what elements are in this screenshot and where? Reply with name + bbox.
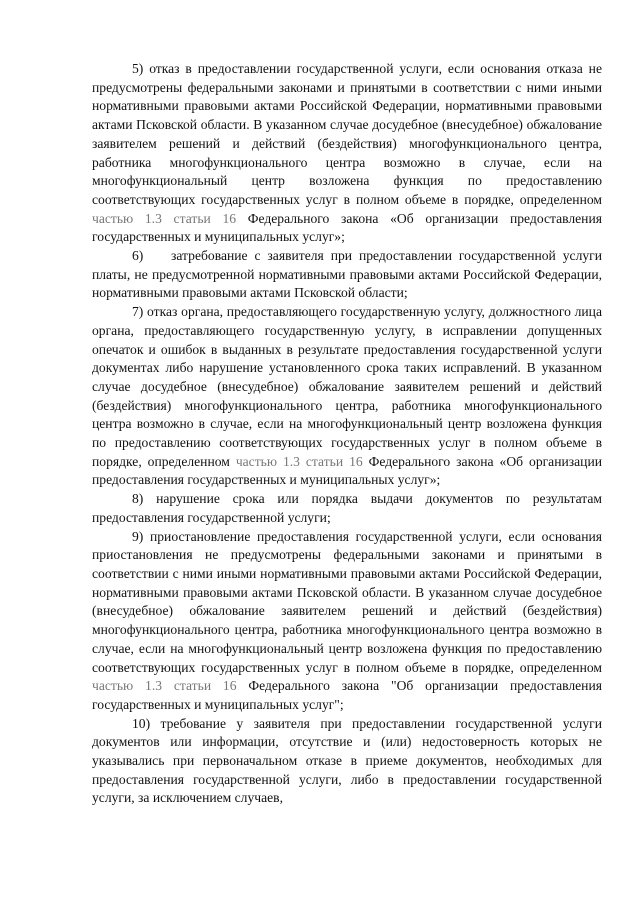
law-reference-link[interactable]: частью 1.3 статьи 16 — [92, 210, 237, 226]
paragraph-6 — [92, 247, 606, 303]
law-reference-link[interactable]: частью 1.3 статьи 16 — [92, 678, 237, 694]
paragraph-5 — [92, 60, 602, 247]
paragraph-text: 9) приостановление предоставления государственной услуги, если основания приостановления не предусмотрены федеральными законами и принятыми в соответствии с ними иными нормативными правовыми актами Российской Федерации, нормативными правовыми актами Псковской области. В указанном случае досудебное (внесудебное) обжалование заявителем решений и действий (бездействия) многофункционального центра, работника многофункционального центра возможно в случае, если на многофункциональный центр возложена функция по предоставлению соответствующих государственных услуг в полном объеме в порядке, определенном — [92, 528, 602, 675]
paragraph-9 — [92, 528, 602, 715]
paragraph-text: Федерального закона «Об организации предоставления государственных и муниципальных услуг»; — [92, 210, 602, 245]
paragraph-text: 7) отказ органа, предоставляющего государственную услугу, должностного лица органа, предоставляющего государственную услугу, в исправлении допущенных опечаток и ошибок в выданных в результате предоставления государственной услуги документах либо нарушение установленного срока таких исправлений. В указанном случае досудебное (внесудебное) обжалование заявителем решений и действий (бездействия) многофункционального центра, работника многофункционального центра возможно в случае, если на многофункциональный центр возложена функция по предоставлению соответствующих государственных услуг в полном объеме в порядке, определенном — [92, 304, 602, 469]
paragraph-10 — [92, 715, 602, 809]
paragraph-text: 10) требование у заявителя при предоставлении государственной услуги документов или информации, отсутствие и (или) недостоверность которых не указывались при первоначальном отказе в приеме документов, необходимых для предоставления государственной услуги, либо в предоставлении государственной услуги, за исключением случаев, — [92, 715, 602, 806]
paragraph-7 — [92, 303, 602, 490]
paragraph-text: 6) затребование с заявителя при предоставлении государственной услуги платы, не предусмотренной нормативными правовыми актами Российской Федерации, нормативными правовыми актами Псковской области; — [92, 248, 606, 301]
law-reference-link[interactable]: частью 1.3 статьи 16 — [235, 453, 363, 469]
document-page — [92, 60, 606, 808]
paragraph-text: 5) отказ в предоставлении государственной услуги, если основания отказа не предусмотрены федеральными законами и принятыми в соответствии с ними иными нормативными правовыми актами Российской Федерации, нормативными правовыми актами Псковской области. В указанном случае досудебное (внесудебное) обжалование заявителем решений и действий (бездействия) многофункционального центра, работника многофункционального центра возможно в случае, если на многофункциональный центр возложена функция по предоставлению соответствующих государственных услуг в полном объеме в порядке, определенном — [92, 61, 602, 207]
paragraph-text: Федерального закона «Об организации предоставления государственных и муниципальных услуг»; — [92, 453, 602, 488]
paragraph-8 — [92, 490, 602, 527]
paragraph-text: Федерального закона "Об организации предоставления государственных и муниципальных услуг"; — [92, 678, 602, 712]
paragraph-text: 8) нарушение срока или порядка выдачи документов по результатам предоставления государственной услуги; — [92, 491, 602, 525]
